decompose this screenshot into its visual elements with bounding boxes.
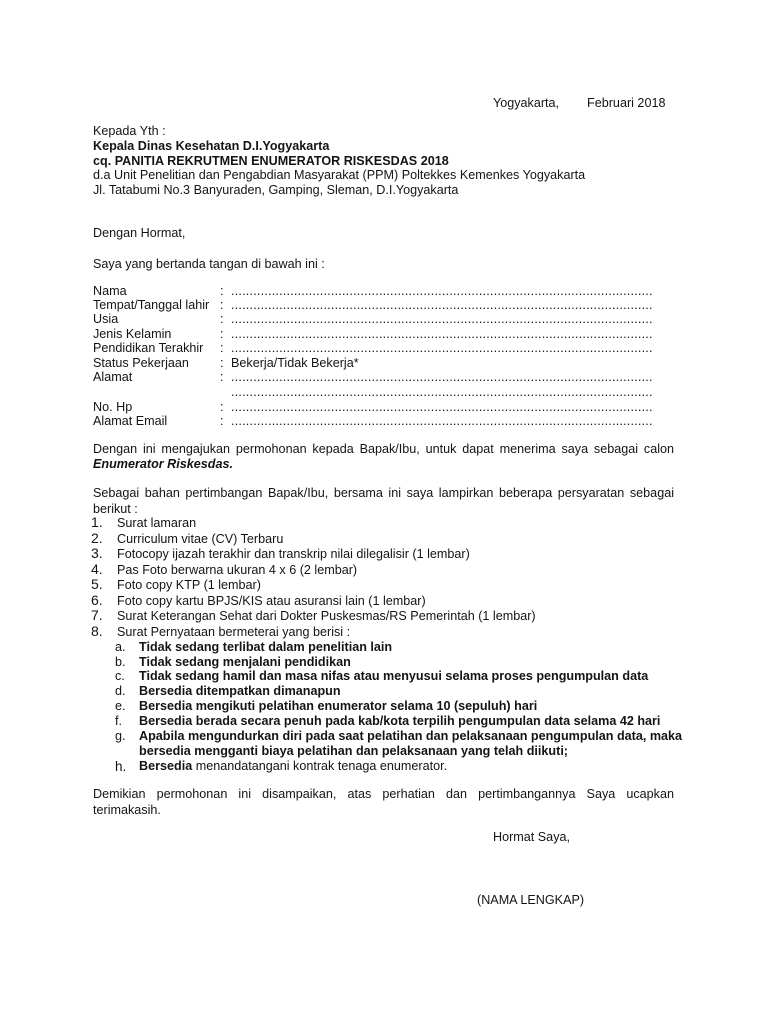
recipient-line-4: Jl. Tatabumi No.3 Banyuraden, Gamping, Sleman, D.I.Yogyakarta	[93, 183, 459, 197]
list-number: 7.	[91, 607, 103, 623]
field-label: Alamat Email	[93, 414, 168, 428]
sublist-letter: f.	[115, 714, 122, 728]
sublist-item: Tidak sedang menjalani pendidikan	[139, 655, 351, 669]
field-dots: ..................................................................................................................	[231, 400, 653, 414]
sublist-item-bold: Bersedia	[139, 759, 193, 773]
list-item: Foto copy kartu BPJS/KIS atau asuransi lain (1 lembar)	[117, 594, 426, 608]
signature-name: (NAMA LENGKAP)	[477, 893, 585, 907]
request-emphasis: Enumerator Riskesdas.	[93, 457, 233, 471]
field-label: Alamat	[93, 370, 133, 384]
field-dots: ..................................................................................................................	[231, 414, 653, 428]
list-item: Surat Keterangan Sehat dari Dokter Puskesmas/RS Pemerintah (1 lembar)	[117, 609, 536, 623]
sublist-letter: a.	[115, 640, 126, 654]
list-number: 2.	[91, 530, 103, 546]
list-item: Surat Pernyataan bermeterai yang berisi :	[117, 625, 351, 639]
sublist-letter: c.	[115, 669, 125, 683]
list-number: 8.	[91, 623, 103, 639]
closing-text: Demikian permohonan ini disampaikan, atas perhatian dan pertimbangannya Saya ucapkan terimakasih.	[93, 787, 674, 817]
list-number: 5.	[91, 576, 103, 592]
field-label: Tempat/Tanggal lahir	[93, 298, 210, 312]
field-dots: ..................................................................................................................	[231, 312, 653, 326]
field-colon: :	[220, 312, 224, 326]
field-colon: :	[220, 370, 224, 384]
field-label: Nama	[93, 284, 127, 298]
field-label: No. Hp	[93, 400, 133, 414]
requirements-intro: Sebagai bahan pertimbangan Bapak/Ibu, bersama ini saya lampirkan beberapa persyaratan sebagai berikut :	[93, 486, 674, 516]
sublist-item: Tidak sedang terlibat dalam penelitian lain	[139, 640, 393, 654]
salutation: Dengan Hormat,	[93, 226, 186, 240]
sublist-letter: h.	[115, 759, 127, 774]
field-dots-continued: ..................................................................................................................	[231, 385, 653, 399]
list-item: Pas Foto berwarna ukuran 4 x 6 (2 lembar)	[117, 563, 358, 577]
field-colon: :	[220, 356, 224, 370]
signoff: Hormat Saya,	[493, 830, 570, 844]
field-dots: ..................................................................................................................	[231, 298, 653, 312]
sublist-item: Bersedia mengikuti pelatihan enumerator selama 10 (sepuluh) hari	[139, 699, 538, 713]
field-dots: ..................................................................................................................	[231, 284, 653, 298]
list-number: 4.	[91, 561, 103, 577]
list-item: Foto copy KTP (1 lembar)	[117, 578, 261, 592]
sublist-item-rest: menandatangani kontrak tenaga enumerator.	[192, 759, 448, 773]
list-number: 6.	[91, 592, 103, 608]
list-item: Fotocopy ijazah terakhir dan transkrip nilai dilegalisir (1 lembar)	[117, 547, 470, 561]
list-number: 3.	[91, 545, 103, 561]
list-item: Curriculum vitae (CV) Terbaru	[117, 532, 284, 546]
sublist-letter: g.	[115, 729, 126, 743]
sublist-letter: b.	[115, 655, 126, 669]
field-colon: :	[220, 414, 224, 428]
sublist-letter: d.	[115, 684, 126, 698]
sublist-item-continued: bersedia mengganti biaya pelatihan dan pelaksanaan yang telah diikuti;	[139, 744, 569, 758]
sublist-item: Apabila mengundurkan diri pada saat pelatihan dan pelaksanaan pengumpulan data, maka	[139, 729, 683, 743]
field-label: Status Pekerjaan	[93, 356, 189, 370]
recipient-greeting: Kepada Yth :	[93, 124, 166, 138]
field-colon: :	[220, 341, 224, 355]
recipient-line-1: Kepala Dinas Kesehatan D.I.Yogyakarta	[93, 139, 330, 153]
list-item: Surat lamaran	[117, 516, 197, 530]
intro-text: Saya yang bertanda tangan di bawah ini :	[93, 257, 325, 271]
field-colon: :	[220, 400, 224, 414]
recipient-line-3: d.a Unit Penelitian dan Pengabdian Masyarakat (PPM) Poltekkes Kemenkes Yogyakarta	[93, 168, 586, 182]
sublist-item	[139, 759, 447, 774]
sublist-item: Bersedia ditempatkan dimanapun	[139, 684, 341, 698]
sublist-letter: e.	[115, 699, 126, 713]
field-label: Usia	[93, 312, 119, 326]
field-colon: :	[220, 327, 224, 341]
field-label: Pendidikan Terakhir	[93, 341, 204, 355]
sublist-item: Tidak sedang hamil dan masa nifas atau menyusui selama proses pengumpulan data	[139, 669, 649, 683]
field-dots: ..................................................................................................................	[231, 370, 653, 384]
request-text: Dengan ini mengajukan permohonan kepada Bapak/Ibu, untuk dapat menerima saya sebagai calon	[93, 442, 674, 456]
place-date: Yogyakarta, Februari 2018	[493, 96, 666, 110]
field-value-status: Bekerja/Tidak Bekerja*	[231, 356, 359, 370]
sublist-item: Bersedia berada secara penuh pada kab/kota terpilih pengumpulan data selama 42 hari	[139, 714, 661, 728]
field-dots: ..................................................................................................................	[231, 327, 653, 341]
field-colon: :	[220, 298, 224, 312]
field-colon: :	[220, 284, 224, 298]
recipient-line-2: cq. PANITIA REKRUTMEN ENUMERATOR RISKESDAS 2018	[93, 154, 449, 168]
field-dots: ..................................................................................................................	[231, 341, 653, 355]
list-number: 1.	[91, 514, 103, 530]
field-label: Jenis Kelamin	[93, 327, 172, 341]
